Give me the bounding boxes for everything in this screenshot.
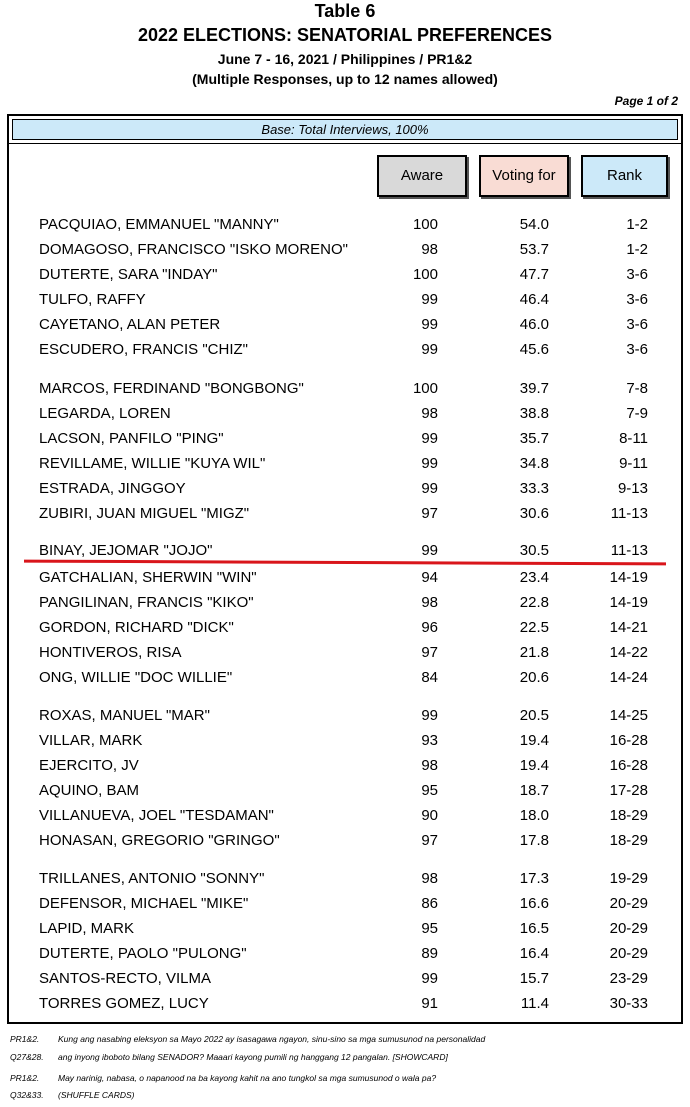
- rank-value: 1-2: [626, 241, 648, 258]
- voting-for-value: 20.5: [519, 707, 549, 724]
- table-row: [0, 214, 690, 236]
- rank-value: 20-29: [609, 945, 648, 962]
- candidate-name: MARCOS, FERDINAND "BONGBONG": [39, 380, 304, 397]
- table-row: [0, 830, 690, 852]
- aware-value: 100: [412, 216, 438, 233]
- aware-value: 99: [421, 542, 438, 559]
- rank-value: 30-33: [609, 995, 648, 1012]
- aware-value: 97: [421, 505, 438, 522]
- candidate-name: VILLAR, MARK: [39, 732, 143, 749]
- voting-for-value: 16.6: [519, 895, 549, 912]
- candidate-name: TULFO, RAFFY: [39, 291, 146, 308]
- voting-for-value: 18.0: [519, 807, 549, 824]
- rank-value: 14-25: [609, 707, 648, 724]
- rank-value: 9-11: [619, 455, 648, 472]
- aware-value: 96: [421, 619, 438, 636]
- candidate-name: PANGILINAN, FRANCIS "KIKO": [39, 594, 254, 611]
- rank-value: 3-6: [626, 316, 648, 333]
- table-row: [0, 453, 690, 475]
- candidate-name: TRILLANES, ANTONIO "SONNY": [39, 870, 265, 887]
- table-row: [0, 968, 690, 990]
- voting-for-value: 11.4: [520, 995, 549, 1012]
- table-row: [0, 503, 690, 525]
- table-row: [0, 730, 690, 752]
- rank-value: 9-13: [617, 480, 648, 497]
- table-row: [0, 592, 690, 614]
- candidate-name: ROXAS, MANUEL "MAR": [39, 707, 210, 724]
- rank-value: 1-2: [626, 216, 648, 233]
- aware-value: 93: [421, 732, 438, 749]
- rank-value: 14-24: [609, 669, 648, 686]
- table-row: [0, 667, 690, 689]
- aware-value: 98: [421, 870, 438, 887]
- aware-value: 99: [421, 480, 438, 497]
- aware-value: 99: [421, 455, 438, 472]
- candidate-name: DEFENSOR, MICHAEL "MIKE": [39, 895, 249, 912]
- rank-value: 7-8: [626, 380, 648, 397]
- aware-value: 99: [421, 341, 438, 358]
- table-row: [0, 868, 690, 890]
- table-row: [0, 540, 690, 562]
- voting-for-value: 17.3: [519, 870, 549, 887]
- table-subtitle: 2022 ELECTIONS: SENATORIAL PREFERENCES: [137, 25, 553, 45]
- candidate-name: DOMAGOSO, FRANCISCO "ISKO MORENO": [39, 241, 349, 258]
- aware-value: 89: [421, 945, 438, 962]
- survey-dates: June 7 - 16, 2021 / Philippines / PR1&2: [217, 51, 473, 67]
- table-row: [0, 893, 690, 915]
- candidate-name: PACQUIAO, EMMANUEL "MANNY": [39, 216, 279, 233]
- page-number: Page 1 of 2: [614, 94, 678, 108]
- aware-value: 99: [421, 970, 438, 987]
- table-row: [0, 780, 690, 802]
- voting-for-value: 47.7: [519, 266, 549, 283]
- voting-for-value: 33.3: [519, 480, 549, 497]
- footnote-text: May narinig, nabasa, o napanood na ba kayong kahit na ano tungkol sa mga sumusunod o wala pa?: [58, 1073, 437, 1083]
- table-row: [0, 289, 690, 311]
- voting-for-value: 30.5: [519, 542, 549, 559]
- voting-for-value: 45.6: [519, 341, 549, 358]
- voting-for-value: 16.4: [519, 945, 549, 962]
- voting-for-value: 54.0: [519, 216, 549, 233]
- rank-value: 17-28: [609, 782, 648, 799]
- response-note: (Multiple Responses, up to 12 names allowed): [192, 71, 498, 87]
- rank-value: 20-29: [609, 920, 648, 937]
- candidate-name: LACSON, PANFILO "PING": [39, 430, 224, 447]
- candidate-name: DUTERTE, SARA "INDAY": [39, 266, 218, 283]
- voting-for-column-header: Voting for: [479, 155, 569, 197]
- candidate-name: LAPID, MARK: [39, 920, 135, 937]
- candidate-name: AQUINO, BAM: [39, 782, 140, 799]
- footnote-code: PR1&2.: [10, 1034, 40, 1044]
- voting-for-value: 38.8: [519, 405, 549, 422]
- candidate-name: REVILLAME, WILLIE "KUYA WIL": [39, 455, 266, 472]
- voting-for-value: 53.7: [519, 241, 549, 258]
- candidate-name: HONASAN, GREGORIO "GRINGO": [39, 832, 280, 849]
- voting-for-value: 46.0: [519, 316, 549, 333]
- rank-value: 16-28: [609, 757, 648, 774]
- voting-for-value: 16.5: [519, 920, 549, 937]
- voting-for-value: 19.4: [519, 757, 549, 774]
- aware-value: 99: [421, 707, 438, 724]
- voting-for-value: 20.6: [519, 669, 549, 686]
- aware-value: 98: [421, 405, 438, 422]
- aware-value: 94: [421, 569, 438, 586]
- candidate-name: ZUBIRI, JUAN MIGUEL "MIGZ": [39, 505, 250, 522]
- table-row: [0, 617, 690, 639]
- candidate-name: SANTOS-RECTO, VILMA: [39, 970, 211, 987]
- table-row: [0, 339, 690, 361]
- candidate-name: GORDON, RICHARD "DICK": [39, 619, 234, 636]
- rank-value: 11-13: [610, 505, 648, 522]
- aware-value: 98: [421, 757, 438, 774]
- candidate-name: VILLANUEVA, JOEL "TESDAMAN": [39, 807, 274, 824]
- aware-value: 84: [421, 669, 438, 686]
- aware-value: 100: [412, 266, 438, 283]
- candidate-name: TORRES GOMEZ, LUCY: [39, 995, 209, 1012]
- rank-value: 3-6: [626, 291, 648, 308]
- candidate-name: CAYETANO, ALAN PETER: [39, 316, 221, 333]
- voting-for-value: 21.8: [519, 644, 549, 661]
- candidate-name: ONG, WILLIE "DOC WILLIE": [39, 669, 233, 686]
- table-row: [0, 314, 690, 336]
- aware-value: 97: [421, 644, 438, 661]
- table-title: Table 6: [314, 1, 376, 21]
- aware-value: 95: [421, 782, 438, 799]
- footnote-code: Q27&28.: [10, 1052, 44, 1062]
- aware-value: 99: [421, 291, 438, 308]
- footnote-code: Q32&33.: [10, 1090, 44, 1100]
- table-row: [0, 478, 690, 500]
- table-row: [0, 705, 690, 727]
- table-row: [0, 264, 690, 286]
- candidate-name: LEGARDA, LOREN: [39, 405, 171, 422]
- aware-column-header: Aware: [377, 155, 467, 197]
- rank-value: 18-29: [609, 807, 648, 824]
- rank-value: 16-28: [609, 732, 648, 749]
- voting-for-value: 19.4: [519, 732, 549, 749]
- voting-for-value: 18.7: [519, 782, 549, 799]
- rank-value: 11-13: [610, 542, 648, 559]
- rank-value: 19-29: [609, 870, 648, 887]
- aware-value: 95: [421, 920, 438, 937]
- rank-value: 7-9: [626, 405, 648, 422]
- rank-value: 14-19: [609, 594, 648, 611]
- candidate-name: ESCUDERO, FRANCIS "CHIZ": [39, 341, 248, 358]
- voting-for-value: 22.5: [519, 619, 549, 636]
- voting-for-value: 22.8: [519, 594, 549, 611]
- voting-for-value: 23.4: [519, 569, 549, 586]
- voting-for-value: 39.7: [519, 380, 549, 397]
- rank-value: 14-19: [609, 569, 648, 586]
- table-row: [0, 403, 690, 425]
- candidate-name: ESTRADA, JINGGOY: [39, 480, 186, 497]
- table-row: [0, 428, 690, 450]
- rank-value: 8-11: [619, 430, 648, 447]
- aware-value: 98: [421, 594, 438, 611]
- table-row: [0, 378, 690, 400]
- rank-value: 3-6: [626, 341, 648, 358]
- footnote-text: Kung ang nasabing eleksyon sa Mayo 2022 ay isasagawa ngayon, sinu-sino sa mga sumusunod na personalidad: [58, 1034, 486, 1044]
- table-row: [0, 239, 690, 261]
- rank-value: 3-6: [626, 266, 648, 283]
- table-row: [0, 567, 690, 589]
- aware-value: 100: [412, 380, 438, 397]
- candidate-name: BINAY, JEJOMAR "JOJO": [39, 542, 213, 559]
- rank-value: 14-21: [609, 619, 648, 636]
- base-divider: [9, 143, 681, 144]
- voting-for-value: 46.4: [519, 291, 549, 308]
- rank-column-header: Rank: [581, 155, 668, 197]
- candidate-name: EJERCITO, JV: [39, 757, 139, 774]
- rank-value: 23-29: [609, 970, 648, 987]
- table-row: [0, 918, 690, 940]
- table-row: [0, 993, 690, 1015]
- aware-value: 98: [421, 241, 438, 258]
- table-row: [0, 805, 690, 827]
- aware-value: 90: [421, 807, 438, 824]
- table-row: [0, 943, 690, 965]
- footnote-code: PR1&2.: [10, 1073, 40, 1083]
- candidate-name: DUTERTE, PAOLO "PULONG": [39, 945, 247, 962]
- voting-for-value: 35.7: [519, 430, 549, 447]
- rank-value: 18-29: [609, 832, 648, 849]
- voting-for-value: 15.7: [519, 970, 549, 987]
- table-row: [0, 755, 690, 777]
- voting-for-value: 17.8: [519, 832, 549, 849]
- base-label: Base: Total Interviews, 100%: [12, 119, 678, 140]
- candidate-name: HONTIVEROS, RISA: [39, 644, 182, 661]
- aware-value: 86: [421, 895, 438, 912]
- rank-value: 20-29: [609, 895, 648, 912]
- rank-value: 14-22: [609, 644, 648, 661]
- footnote-text: ang inyong iboboto bilang SENADOR? Maaari kayong pumili ng hanggang 12 pangalan. [SHOWCARD]: [58, 1052, 448, 1062]
- voting-for-value: 34.8: [519, 455, 549, 472]
- candidate-name: GATCHALIAN, SHERWIN "WIN": [39, 569, 257, 586]
- aware-value: 99: [421, 430, 438, 447]
- aware-value: 91: [421, 995, 438, 1012]
- footnote-text: (SHUFFLE CARDS): [58, 1090, 135, 1100]
- table-row: [0, 642, 690, 664]
- aware-value: 99: [421, 316, 438, 333]
- aware-value: 97: [421, 832, 438, 849]
- voting-for-value: 30.6: [519, 505, 549, 522]
